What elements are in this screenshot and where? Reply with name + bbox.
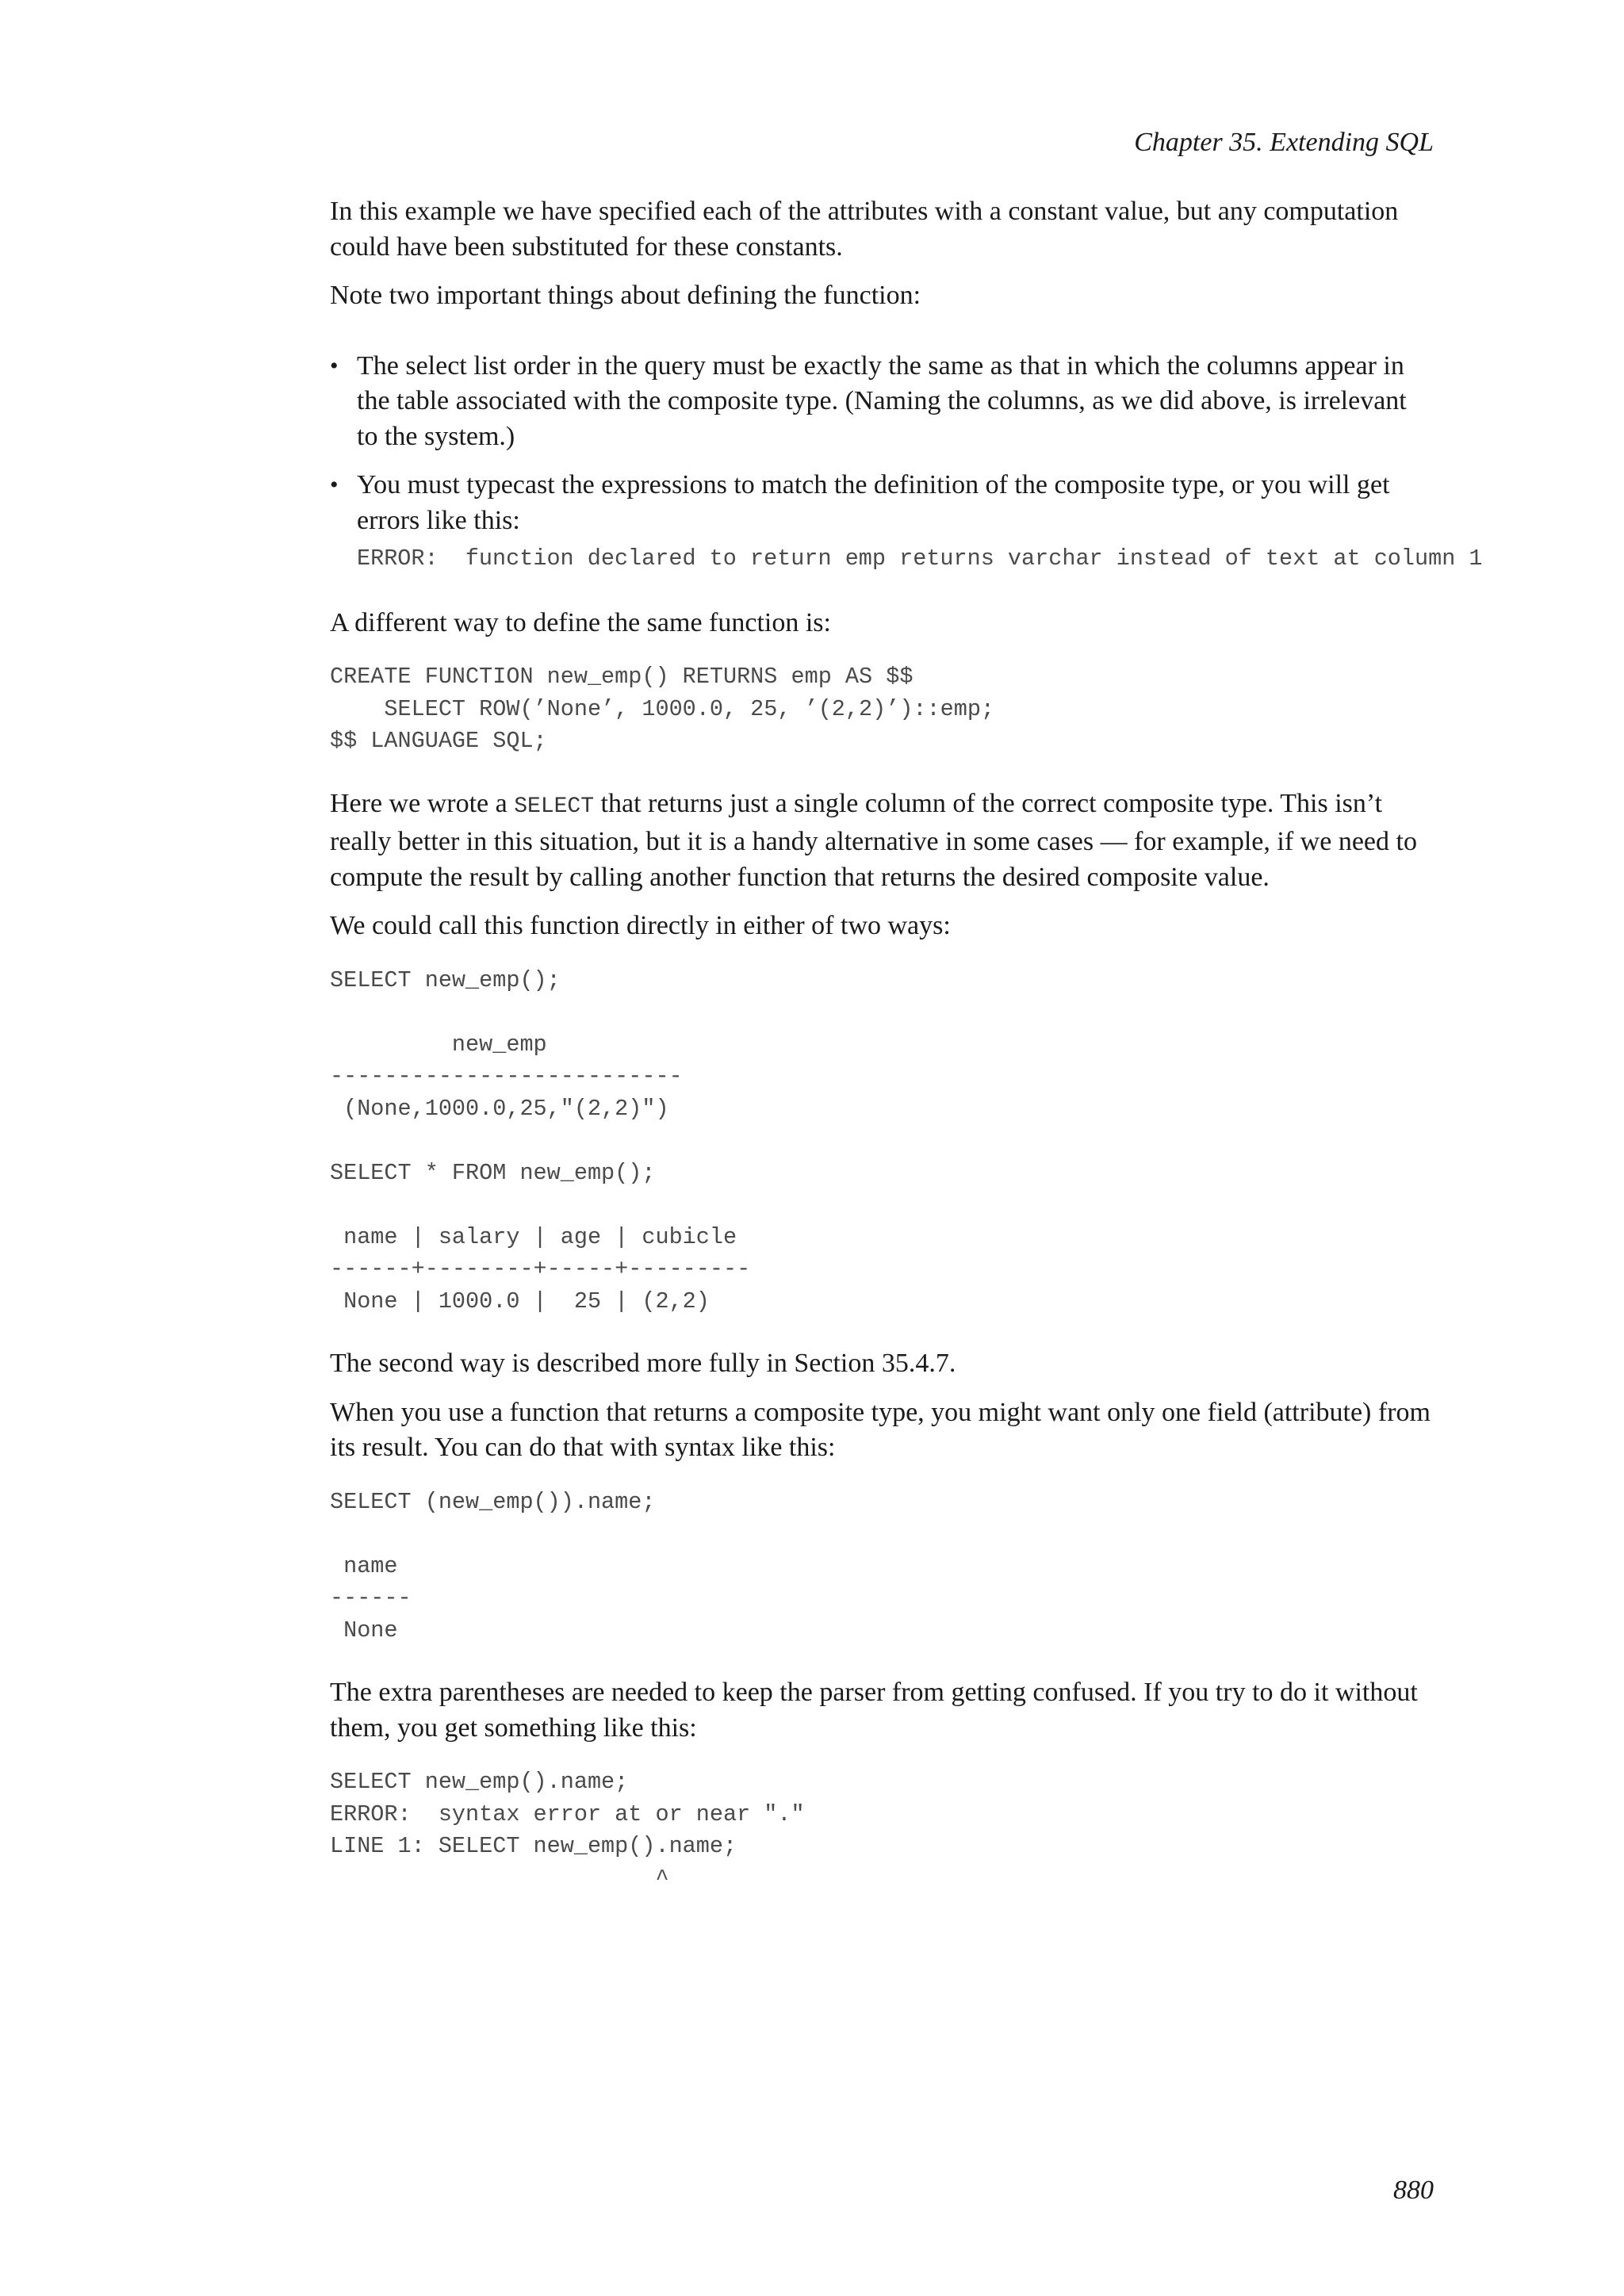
error-code-block: ERROR: function declared to return emp returns varchar instead of text at column 1 <box>357 545 1483 572</box>
paragraph-text: Here we wrote a <box>330 788 515 818</box>
list-item-text: You must typecast the expressions to match the definition of the composite type, or you will get errors like this: <box>357 470 1390 535</box>
inline-code-select: SELECT <box>514 794 595 819</box>
bullet-icon: • <box>330 472 339 498</box>
paragraph-extra-parentheses: The extra parentheses are needed to keep the parser from getting confused. If you try to do it without them, you get something like this: <box>330 1678 1418 1743</box>
list-item <box>330 349 1434 455</box>
paragraph-constants: In this example we have specified each of the attributes with a constant value, but any computation could have been substituted for these constants. <box>330 197 1399 262</box>
bullet-list <box>330 349 1483 576</box>
list-item-text: The select list order in the query must be exactly the same as that in which the columns appear in the table associated with the composite type. (Naming the columns, as we did above, is irrelevant to the system.) <box>357 350 1407 451</box>
paragraph-select-explanation <box>330 786 1434 896</box>
page-number: 880 <box>1393 2175 1434 2205</box>
paragraph-one-field: When you use a function that returns a composite type, you might want only one field (attribute) from its result. You can do that with syntax like this: <box>330 1397 1431 1462</box>
paragraph-text: that returns just a single column of the correct composite type. This isn’t really better in this situation, but it is a handy alternative in some cases — for example, if we need to compute the result by calling another function that returns the desired composite value. <box>330 788 1417 892</box>
list-item <box>330 468 1483 576</box>
running-header: Chapter 35. Extending SQL <box>1134 128 1434 157</box>
code-block-field-select: SELECT (new_emp()).name; name ------ None <box>330 1488 656 1644</box>
bullet-icon: • <box>330 352 339 379</box>
page-content <box>330 194 1483 1895</box>
code-block-call-examples: SELECT new_emp(); new_emp -------------------------- (None,1000.0,25,"(2,2)") SELECT * FROM new_emp(); name | salary | age | cubicle ------+--------+-----+--------- None | 1000.0 | 25 | (2,2) <box>330 966 751 1314</box>
paragraph-different-way: A different way to define the same function is: <box>330 607 831 637</box>
paragraph-note-two-things: Note two important things about defining the function: <box>330 281 921 310</box>
paragraph-second-way: The second way is described more fully in Section 35.4.7. <box>330 1349 956 1378</box>
paragraph-call-directly: We could call this function directly in either of two ways: <box>330 911 951 940</box>
code-block-syntax-error: SELECT new_emp().name; ERROR: syntax error at or near "." LINE 1: SELECT new_emp().name; ^ <box>330 1769 805 1892</box>
code-block-create-function: CREATE FUNCTION new_emp() RETURNS emp AS $$ SELECT ROW(’None’, 1000.0, 25, ’(2,2)’)::emp; $$ LANGUAGE SQL; <box>330 664 995 754</box>
